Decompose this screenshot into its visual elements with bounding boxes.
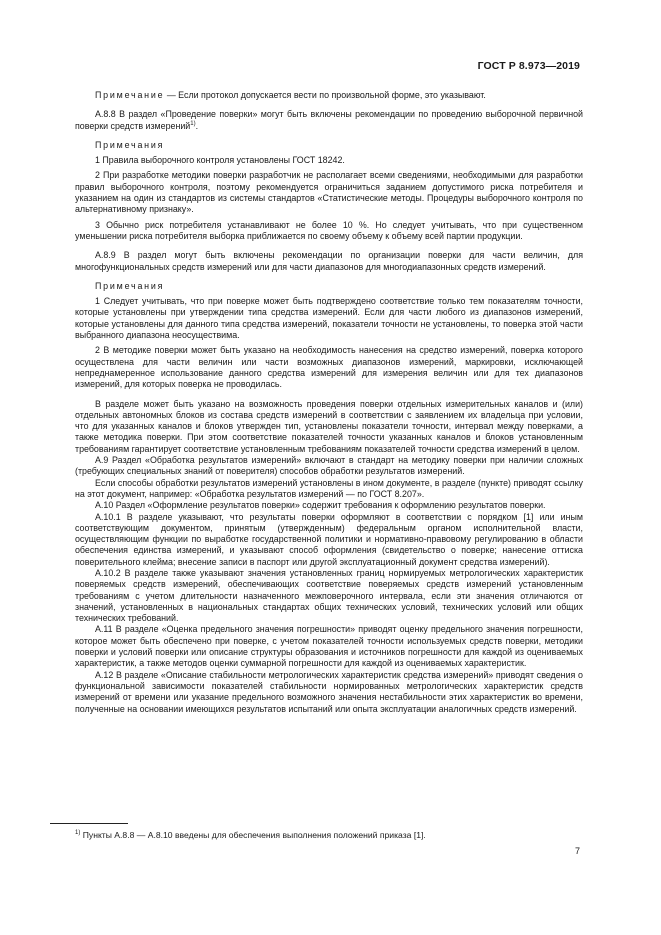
body-paragraph: В разделе может быть указано на возможность проведения поверки отдельных измерительных каналов и (или) отдельных автономных блоков из состава средств измерений в соответствии с заявлением их владельца при условии, что для указанных каналов и блоков утвержден тип, установлены показатели точности, интервал между поверками, а также методика поверки. При этом соответствие показателей точности указанных каналов и блоков установленным требованиям гарантирует соответствие установленным требованиям показателей точности средства измерений в целом. (75, 398, 583, 454)
footnote-ref: 1) (190, 120, 196, 127)
paragraph-a88-tail: . (195, 120, 199, 131)
footnote (75, 830, 583, 841)
footnote-mark: 1) (75, 830, 81, 836)
page-number: 7 (574, 846, 580, 856)
paragraph-a88 (75, 109, 583, 132)
paragraph-a89: А.8.9 В раздел могут быть включены рекомендации по организации поверки для части величин, для многофункциональных средств измерений или для части диапазонов для многодиапазонных средств измерений. (75, 250, 583, 272)
note-item: 2 В методике поверки может быть указано на необходимость нанесения на средство измерений, поверка которого осуществлена для части величин или части возможных диапазонов измерений, маркировки, исключающей непреднамеренное использование данного средства измерений для измерения величин или для тех диапазонов измерений, для которых поверка не проводилась. (75, 345, 583, 390)
notes-heading: Примечания (95, 280, 165, 291)
paragraph-a88-text: А.8.8 В раздел «Проведение поверки» могут быть включены рекомендации по проведению выборочной первичной поверки средств измерений (75, 109, 583, 131)
body-paragraph: А.10 Раздел «Оформление результатов поверки» содержит требования к оформлению результатов поверки. (95, 500, 546, 511)
note-item: 1 Правила выборочного контроля установлены ГОСТ 18242. (95, 155, 345, 166)
body-paragraph: А.12 В разделе «Описание стабильности метрологических характеристик средства измерений» приводят сведения о функциональной зависимости показателей стабильности нормированных метрологических характеристик средств измерений от времени или указание предельного возможного значения нестабильности этих характеристик во времени, полученные на основании имеющихся результатов испытаний или опыта эксплуатации аналогичных средств измерений. (75, 669, 583, 714)
body-paragraph: Если способы обработки результатов измерений установлены в ином документе, в разделе (пункте) приводят ссылку на этот документ, например: «Обработка результатов измерений — по ГОСТ 8.207». (75, 477, 583, 499)
document-code: ГОСТ Р 8.973—2019 (477, 60, 580, 72)
body-paragraph: А.9 Раздел «Обработка результатов измерений» включают в стандарт на методику поверки при наличии сложных (требующих специальных знаний от поверителя) способов обработки результатов измерений. (75, 455, 583, 477)
body-paragraph: А.10.2 В разделе также указывают значения установленных границ нормируемых метрологических характеристик поверяемых средств измерений, обеспечивающих соответствие поверяемых средств измерений установленным требованиям с учетом длительности назначенного межповерочного интервала, если эти значения отличаются от значений, установленных в национальных стандартах общих технических условий, технических условий или общих технических требований. (75, 567, 583, 624)
note-item: 1 Следует учитывать, что при поверке может быть подтверждено соответствие только тем показателям точности, которые установлены при утверждении типа средства измерений. Если для части любого из диапазонов измерений, которые установлены для данного типа средства измерений, показатели точности не установлены, то поверка этой части выбранного диапазона неосуществима. (75, 296, 583, 341)
body-paragraph: А.11 В разделе «Оценка предельного значения погрешности» приводят оценку предельного значения погрешности, которое может быть обеспечено при поверке, с учетом показателей точности используемых средств поверки, методики поверки и условий поверки или описание структуры образования и источников погрешности для каждой из оцениваемых характеристик, а также методов оценки суммарной погрешности для каждой из оцениваемых характеристик. (75, 624, 583, 669)
note-single (75, 90, 583, 101)
footnote-text: Пункты А.8.8 — А.8.10 введены для обеспечения выполнения положений приказа [1]. (80, 830, 426, 840)
note-item: 3 Обычно риск потребителя устанавливают не более 10 %. Но следует учитывать, что при существенном уменьшении риска потребителя выборка приближается по своему объему к объему всей партии продукции. (75, 219, 583, 241)
page-content (75, 90, 583, 715)
footnote-separator (50, 823, 128, 824)
body-paragraph: А.10.1 В разделе указывают, что результаты поверки оформляют в соответствии с порядком [1] или иным соответствующим документом, принятым (утвержденным) федеральным органом исполнительной власти, осуществляющим функции по выработке государственной политики и нормативно-правовому регулированию в области обеспечения единства измерений, и указывают способ оформления (свидетельство о поверке; нанесение оттиска поверительного клейма; внесение записи в паспорт или другой эксплуатационный документ средства измерений). (75, 511, 583, 567)
note-item: 2 При разработке методики поверки разработчик не располагает всеми сведениями, необходимыми для разработки правил выборочного контроля, поэтому рекомендуется ограничиться заданием допустимого риска потребителя и указанием на один из стандартов из системы стандартов «Статистические методы. Процедуры выборочного контроля по альтернативному признаку». (75, 170, 583, 215)
note-label: Примечание (95, 90, 165, 100)
note-text: — Если протокол допускается вести по произвольной форме, это указывают. (164, 90, 486, 100)
notes-heading: Примечания (95, 139, 165, 150)
